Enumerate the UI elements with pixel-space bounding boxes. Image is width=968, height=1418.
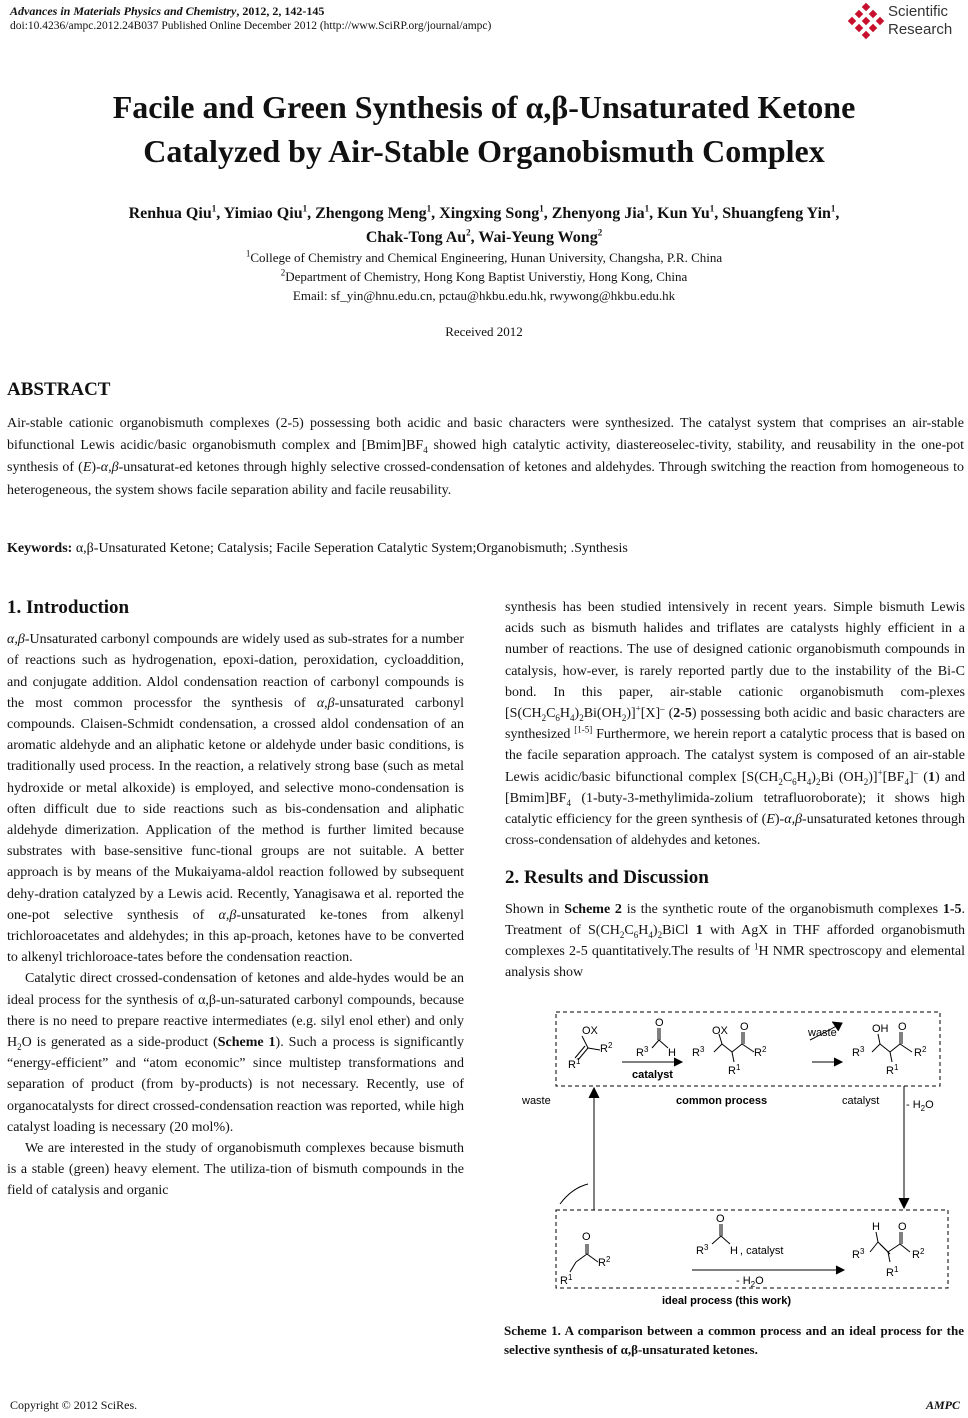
right-column	[505, 597, 965, 983]
scheme-1-caption: Scheme 1. A comparison between a common process and an ideal process for the selective synthesis of α,β-unsaturated ketones.	[504, 1323, 964, 1357]
title-line-1: Facile and Green Synthesis of α,β-Unsaturated Ketone	[112, 89, 856, 125]
intro-paragraph-1: α,β-Unsaturated carbonyl compounds are widely used as sub-strates for a number of reactions such as hydrogenation, epoxi-dation, peroxidation, cycloaddition, and conjugate addition. Aldol condensation reaction of carbonyl compounds is the most common processfor the synthesis of α,β-unsaturated carbonyl compounds. Claisen-Schmidt condensation, a crossed aldol condensation of an aromatic aldehyde and an aliphatic ketone or aldehyde under basic conditions, is traditionally used process. In the reaction, a relatively strong base (such as metal hydroxide or metal alkoxide) is employed, and selective mono-condensation is often difficult due to side reactions such as bis-condensation and aliphatic aldehyde dimerization. Application of the method is further limited because substrates with base-sensitive func-tional groups are not suitable. A better approach is by means of the Mukaiyama-aldol reaction followed by subsequent dehy-dration catalyzed by a Lewis acid. Recently, Yanagisawa et al. reported the one-pot selective synthesis of α,β-unsaturated ke-tones from alkenyl trichloroacetates and aldehydes; in this ap-proach, ketones have to be converted to alkenyl trichloroace-tates before the condensation reaction.	[7, 632, 464, 966]
label-r1-2: $R^1$	[728, 1063, 741, 1077]
label-minus-h2o-2: - $H_2O$	[736, 1275, 764, 1289]
affiliation-2: $^2$Department of Chemistry, Hong Kong Baptist Universtiy, Hong Kong, China	[280, 267, 688, 284]
logo-mark-icon	[848, 2, 886, 40]
keywords-label: Keywords:	[7, 541, 73, 556]
section-heading-introduction: 1. Introduction	[7, 597, 130, 618]
label-h-1: H	[668, 1047, 676, 1059]
label-comma-catalyst: , catalyst	[740, 1245, 784, 1257]
intro-paragraph-3: We are interested in the study of organobismuth complexes because bismuth is a stable (green) heavy element. The utiliza-tion of bismuth compounds in the field of catalysis and organic	[7, 1141, 464, 1199]
intro-paragraph-2: Catalytic direct crossed-condensation of ketones and alde-hydes would be an ideal process for the synthesis of α,β-un-saturated carbonyl compounds, because there is no need to prepare reactive intermediates (e.g. silyl enol ether) and only $H_2O$ is generated as a side-product (Scheme 1). Such a process is significantly “energy-efficient” and “atom economic” since multistep transformations and separation of product (from by-products) is not necessary. Recently, use of organocatalysts for direct crossed-condensation reaction was reported, while high catalyst loading is necessary (20 mol%).	[7, 971, 464, 1135]
label-r3-5: $R^3$	[696, 1243, 709, 1257]
title-line-2: Catalyzed by Air-Stable Organobismuth Complex	[143, 133, 825, 169]
footer-journal-abbr: AMPC	[925, 1398, 960, 1412]
label-o-5: O	[716, 1213, 725, 1225]
logo-line-1: Scientific	[888, 3, 949, 20]
label-o-6: O	[898, 1221, 907, 1233]
label-ox-2: OX	[712, 1025, 728, 1037]
section-heading-results: 2. Results and Discussion	[505, 867, 709, 889]
abstract-body: Air-stable cationic organobismuth complexes (2-5) possessing both acidic and basic characters were synthesized. The catalyst system that comprises an air-stable bifunctional Lewis acidic/basic organobismuth complex and $[Bmim]BF_4$ showed high catalytic activity, diastereoselec-tivity, stability, and reusability in the one-pot synthesis of (E)-α,β-unsaturat-ed ketones through highly selective crossed-condensation of ketones and aldehydes. Through switching the reaction from homogeneous to heterogeneous, the system shows facile separation ability and facile reusability.	[7, 416, 964, 498]
affiliation-1: $^1$College of Chemistry and Chemical Engineering, Hunan University, Changsha, P.R. China	[245, 248, 723, 265]
label-waste-1: waste	[808, 1027, 837, 1039]
label-r3-3: $R^3$	[852, 1045, 865, 1059]
label-h-5: H	[730, 1245, 738, 1257]
scheme-1-figure	[512, 1008, 964, 1314]
label-r1-4: $R^1$	[560, 1273, 573, 1287]
received-date: Received 2012	[445, 324, 523, 339]
abstract-heading: ABSTRACT	[7, 379, 111, 400]
paper-title	[0, 85, 968, 173]
left-column	[7, 597, 464, 1202]
label-r2-4: $R^2$	[598, 1255, 611, 1269]
running-header	[10, 4, 324, 19]
label-o-4: O	[582, 1231, 591, 1243]
label-r1-3: $R^1$	[886, 1063, 899, 1077]
right-paragraph-2: Shown in Scheme 2 is the synthetic route of the organobismuth complexes 1-5. Treatment of $S(CH_2C_6H_4)_2BiCl$ 1 with AgX in THF afforded organobismuth complexes 2-5 quantitatively.The results of $^1$H NMR spectroscopy and elemental analysis show	[505, 901, 965, 981]
label-o-1: O	[655, 1017, 664, 1029]
label-r1-6: $R^1$	[886, 1265, 899, 1279]
label-r2-2: $R^2$	[754, 1045, 767, 1059]
journal-name: Advances in Materials Physics and Chemistry	[10, 4, 237, 18]
journal-volume: , 2012, 2, 142-145	[236, 4, 325, 18]
author-line-2: Chak-Tong Au$^2$, Wai-Yeung Wong$^2$	[365, 227, 603, 246]
label-ox-1: OX	[582, 1025, 598, 1037]
label-r2-3: $R^2$	[914, 1045, 927, 1059]
right-paragraph-1: synthesis has been studied intensively in recent years. Simple bismuth Lewis acids such as bismuth halides and triflates are catalysts highly efficient in a number of reactions. The use of designed cationic organobismuth compounds in catalysis, how-ever, is rarely reported partly due to the instability of the Bi-C bond. In this paper, air-stable cationic organobismuth com-plexes $[S(CH_2C_6H_4)_2Bi(OH_2)]^+[X]^-$ (2-5) possessing both acidic and basic characters are synthesized [1-5] Furthermore, we herein report a catalytic process that is based on the facile separation approach. The catalyst system is composed of an air-stable Lewis acidic/basic bifunctional complex [$S(CH_2C_6H_4)_2Bi$ $(OH_2)]^+[BF_4]^-$ (1) and $[Bmim]BF_4$ (1-buty-3-methylimida-zolium tetrafluoroborate); it shows high catalytic efficiency for the green synthesis of (E)-α,β-unsaturated ketones through cross-condensation of aldehydes and ketones.	[505, 600, 965, 849]
publisher-logo	[848, 2, 968, 42]
label-oh: OH	[872, 1023, 889, 1035]
label-catalyst-1: catalyst	[632, 1069, 673, 1081]
label-common-process: common process	[676, 1095, 768, 1107]
keywords-text: α,β-Unsaturated Ketone; Catalysis; Facile Seperation Catalytic System;Organobismuth; .Synthesis	[72, 541, 628, 556]
label-r3-6: $R^3$	[852, 1247, 865, 1261]
author-list	[20, 202, 948, 250]
label-r2-1: $R^2$	[600, 1041, 613, 1055]
label-catalyst-2: catalyst	[842, 1095, 880, 1107]
label-h-6: H	[872, 1221, 880, 1233]
label-waste-2: waste	[522, 1095, 551, 1107]
footer-copyright: Copyright © 2012 SciRes.	[10, 1398, 138, 1412]
logo-line-2: Research	[888, 21, 953, 38]
author-line-1: Renhua Qiu$^1$, Yimiao Qiu$^1$, Zhengong Meng$^1$, Xingxing Song$^1$, Zhenyong Jia$^1$, Kun Yu$^1$, Shuangfeng Yin$^1$,	[128, 203, 840, 222]
keywords	[7, 541, 964, 557]
doi-line: doi:10.4236/ampc.2012.24B037 Published Online December 2012 (http://www.SciRP.org/journal/ampc)	[10, 20, 492, 32]
email-line: Email: sf_yin@hnu.edu.cn, pctau@hkbu.edu.hk, rwywong@hkbu.edu.hk	[292, 288, 676, 303]
label-r2-6: $R^2$	[912, 1247, 925, 1261]
label-minus-h2o-1: - $H_2O$	[906, 1099, 934, 1113]
label-r3-1: $R^3$	[636, 1045, 649, 1059]
label-o-2: O	[740, 1021, 749, 1033]
logo-text	[888, 3, 952, 39]
label-r3-2: $R^3$	[692, 1045, 705, 1059]
label-ideal-process: ideal process (this work)	[662, 1295, 791, 1307]
label-r1-1: $R^1$	[568, 1057, 581, 1071]
label-o-3: O	[898, 1021, 907, 1033]
